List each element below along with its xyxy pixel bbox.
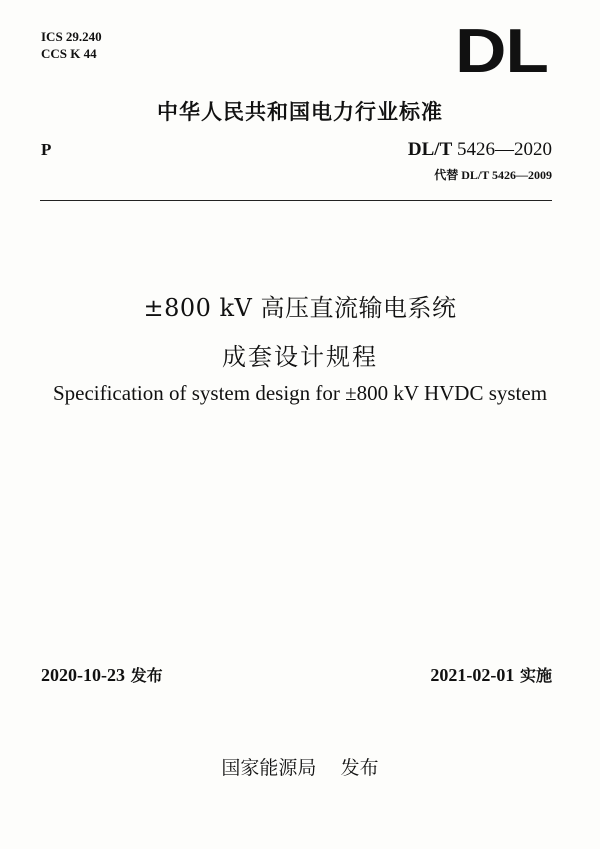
issuer-name: 国家能源局 [221,757,317,779]
dl-logo: DL [455,17,548,86]
effective-date-block [430,663,552,686]
issue-date: 2020-10-23 [41,665,125,685]
issue-date-block [41,663,163,686]
classification-codes [41,28,102,62]
effective-date: 2021-02-01 [430,665,515,685]
replaces-standard: 代替 DL/T 5426—2009 [434,168,552,182]
header-divider [40,200,552,201]
issuer [0,753,600,780]
title-en: Specification of system design for ±800 kV HVDC system [52,381,548,405]
issue-label: 发布 [130,666,163,685]
title-zh-line2: 成套设计规程 [222,343,378,371]
ccs-code: CCS K 44 [41,46,97,61]
issuer-label: 发布 [340,757,379,779]
title-zh-line1: ±800 kV 高压直流输电系统 [143,294,457,322]
ics-code: ICS 29.240 [41,29,102,44]
industry-standard-heading: 中华人民共和国电力行业标准 [157,100,443,124]
standard-prefix: DL/T [407,139,453,160]
standard-number [408,139,552,161]
category-letter: P [41,140,52,159]
standard-number-value: 5426—2020 [457,139,552,160]
effective-label: 实施 [519,666,552,685]
